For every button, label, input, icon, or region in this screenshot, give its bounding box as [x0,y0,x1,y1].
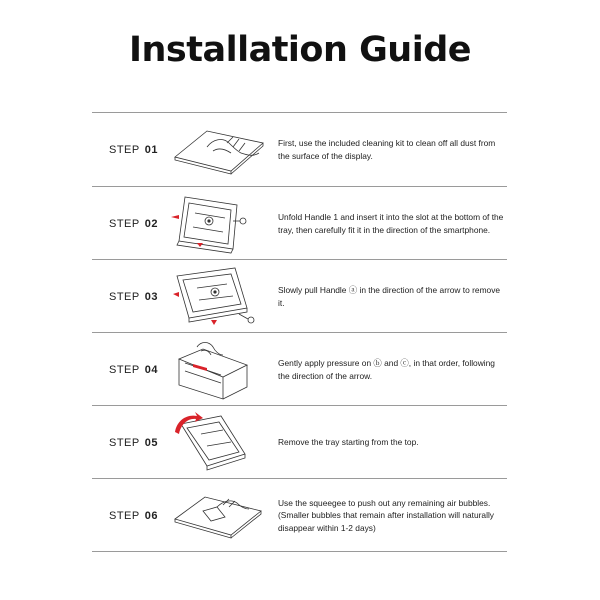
squeegee-illustration [167,483,267,548]
step-description: Remove the tray starting from the top. [278,437,419,448]
step-description: Unfold Handle 1 and insert it into the slot at the bottom of the tray, then carefully fit it in the direction of the smartphone. [278,211,504,235]
press-illustration [167,337,267,402]
step-label: STEP 01 [109,143,158,156]
step-row-03 [92,260,507,333]
tray-insert-illustration [167,191,267,256]
step-description: First, use the included cleaning kit to clean off all dust from the surface of the display. [278,137,496,161]
step-row-02 [92,187,507,260]
step-number: 02 [144,217,158,230]
step-number: 03 [144,290,158,303]
step-label: STEP 04 [109,363,158,376]
cleaning-illustration [167,117,267,182]
step-description: Slowly pull Handle ⓐ in the direction of the arrow to remove it. [278,284,501,308]
step-number: 04 [144,363,158,376]
step-label: STEP 06 [109,509,158,522]
step-number: 01 [144,143,158,156]
step-row-05 [92,406,507,479]
step-row-04 [92,333,507,406]
step-row-06 [92,479,507,552]
step-label: STEP 02 [109,217,158,230]
tray-remove-illustration [167,410,267,475]
handle-pull-illustration [167,264,267,329]
step-number: 06 [144,509,158,522]
step-description: Use the squeegee to push out any remaining air bubbles. (Smaller bubbles that remain after installation will naturally disappear within 1-2 days) [278,497,494,533]
step-label: STEP 05 [109,436,158,449]
step-description: Gently apply pressure on ⓑ and ⓒ, in that order, following the direction of the arrow. [278,357,495,381]
step-row-01 [92,113,507,186]
step-number: 05 [144,436,158,449]
step-label: STEP 03 [109,290,158,303]
page-title: Installation Guide [128,30,472,70]
